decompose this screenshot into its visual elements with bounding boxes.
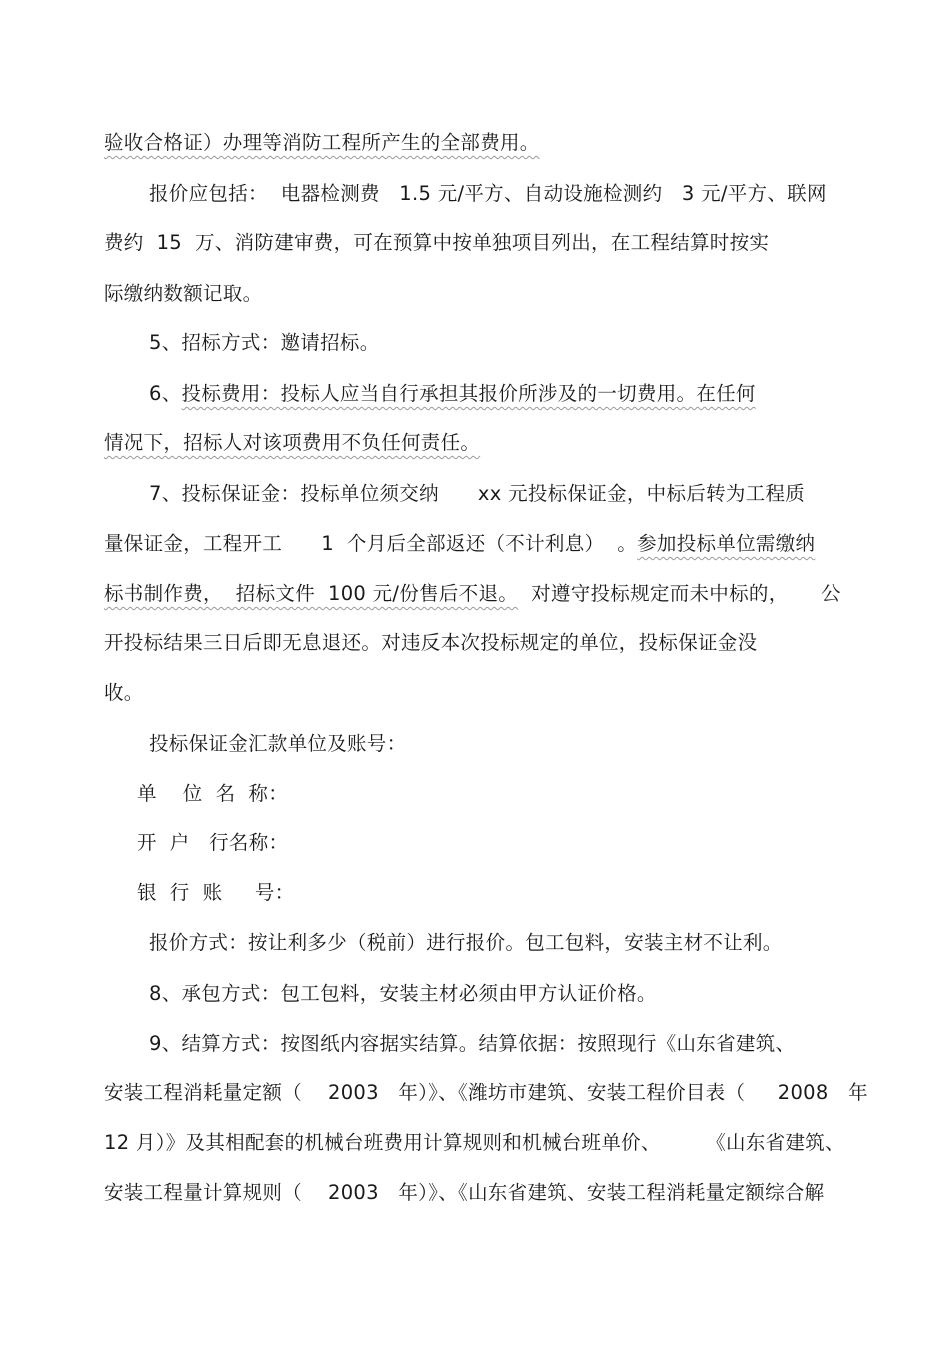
text-segment: 开 户 行名称： bbox=[137, 831, 289, 854]
text-segment: 收。 bbox=[104, 681, 144, 704]
text-line bbox=[149, 730, 406, 758]
text-line bbox=[104, 1129, 845, 1157]
underlined-text-segment: 参加投标单位需缴纳 bbox=[637, 532, 816, 555]
text-segment: 报价方式：按让利多少（税前）进行报价。包工包料，安装主材不让利。 bbox=[149, 931, 783, 954]
text-segment: 投标保证金汇款单位及账号： bbox=[149, 732, 407, 755]
text-line bbox=[149, 329, 380, 357]
text-line bbox=[104, 1179, 824, 1207]
text-segment: 银 行 账 号： bbox=[137, 881, 295, 904]
text-line bbox=[104, 679, 144, 707]
text-line bbox=[104, 629, 757, 657]
text-segment: 9、结算方式：按图纸内容据实结算。结算依据：按照现行《山东省建筑、 bbox=[149, 1032, 796, 1055]
text-line bbox=[104, 1079, 868, 1107]
text-line bbox=[137, 879, 295, 907]
text-line bbox=[149, 929, 783, 957]
text-line bbox=[104, 129, 540, 157]
text-line bbox=[137, 829, 288, 857]
text-line bbox=[104, 229, 769, 257]
text-segment: 安装工程消耗量定额（ 2003 年）》、《潍坊市建筑、安装工程价目表（ 2008 年 bbox=[104, 1081, 868, 1104]
text-line bbox=[104, 580, 841, 608]
text-segment: 量保证金，工程开工 1 个月后全部返还（不计利息） 。 bbox=[104, 532, 638, 555]
text-segment: 12 月）》及其相配套的机械台班费用计算规则和机械台班单价、 《山东省建筑、 bbox=[104, 1131, 845, 1154]
text-segment: 8、承包方式：包工包料，安装主材必须由甲方认证价格。 bbox=[149, 982, 657, 1005]
text-segment: 费约 15 万、消防建审费，可在预算中按单独项目列出，在工程结算时按实 bbox=[104, 231, 770, 254]
text-line bbox=[149, 380, 756, 408]
underlined-text-segment: 投标费用：投标人应当自行承担其报价所涉及的一切费用。在任何 bbox=[181, 382, 756, 405]
text-line bbox=[149, 480, 805, 508]
text-segment: 报价应包括： 电器检测费 1.5 元/平方、自动设施检测约 3 元/平方、联网 bbox=[149, 182, 827, 205]
text-segment: 7、投标保证金：投标单位须交纳 xx 元投标保证金，中标后转为工程质 bbox=[149, 482, 806, 505]
text-segment: 安装工程量计算规则（ 2003 年）》、《山东省建筑、安装工程消耗量定额综合解 bbox=[104, 1181, 825, 1204]
text-line bbox=[149, 180, 827, 208]
text-segment: 际缴纳数额记取。 bbox=[104, 282, 263, 305]
text-line bbox=[104, 280, 262, 308]
text-line bbox=[149, 1030, 795, 1058]
text-segment: 开投标结果三日后即无息退还。对违反本次投标规定的单位，投标保证金没 bbox=[104, 631, 758, 654]
text-segment: 对遵守投标规定而未中标的， 公 bbox=[518, 582, 841, 605]
text-segment: 单 位 名 称： bbox=[137, 782, 288, 805]
text-segment: 6、 bbox=[149, 382, 182, 405]
underlined-text-segment: 验收合格证）办理等消防工程所产生的全部费用。 bbox=[104, 131, 540, 154]
text-line bbox=[104, 429, 480, 457]
text-line bbox=[104, 530, 815, 558]
text-line bbox=[149, 980, 657, 1008]
underlined-text-segment: 标书制作费， 招标文件 100 元/份售后不退。 bbox=[104, 582, 519, 605]
text-segment: 5、招标方式：邀请招标。 bbox=[149, 331, 380, 354]
underlined-text-segment: 情况下，招标人对该项费用不负任何责任。 bbox=[104, 431, 481, 454]
text-line bbox=[137, 780, 288, 808]
